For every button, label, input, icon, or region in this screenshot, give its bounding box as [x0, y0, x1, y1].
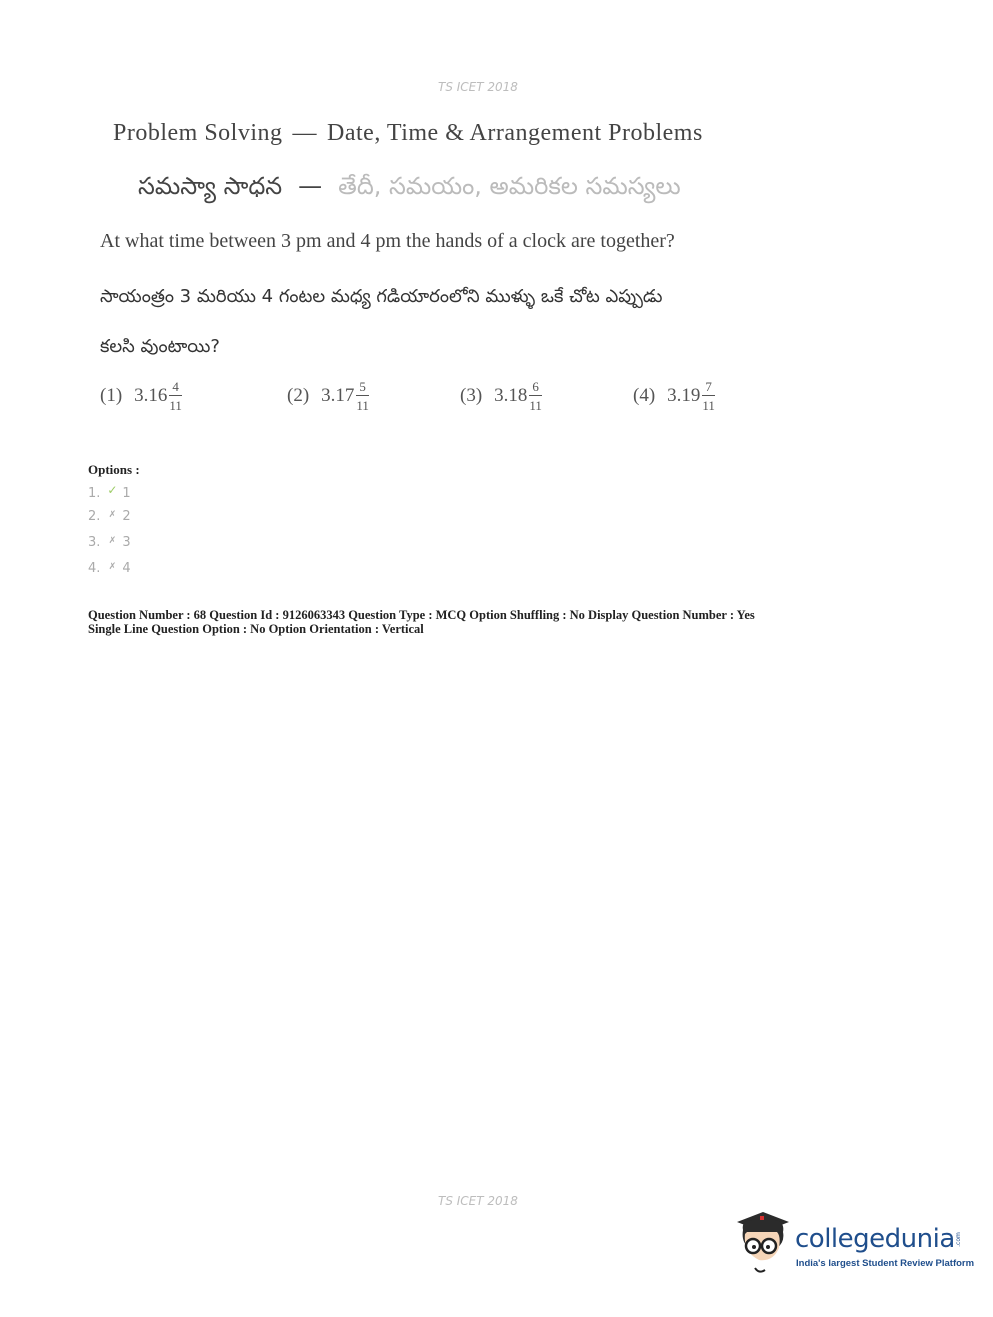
collegedunia-domain-suffix: .com: [954, 1232, 962, 1247]
fraction-denominator: 11: [702, 398, 715, 413]
choice-number: (1): [100, 385, 123, 406]
choice-whole: 3.17: [321, 385, 355, 406]
choice-number: (2): [287, 385, 310, 406]
choice-fraction: [702, 380, 715, 412]
option-item-2: [88, 509, 131, 524]
fraction-denominator: 11: [356, 398, 369, 413]
option-index: 3.: [88, 535, 101, 550]
fraction-numerator: 6: [529, 380, 542, 396]
section-title: [113, 120, 703, 147]
choice-4: [633, 380, 715, 412]
choice-fraction: [529, 380, 542, 412]
choice-fraction: [169, 380, 182, 412]
question-text-telugu-line2: కలసి వుంటాయి?: [100, 336, 220, 357]
option-item-3: [88, 535, 131, 550]
choice-2: [287, 380, 369, 412]
option-value: 1: [122, 486, 131, 501]
options-heading: Options :: [88, 462, 140, 477]
cross-icon: ✗: [108, 536, 117, 546]
question-text-telugu-line1: సాయంత్రం 3 మరియు 4 గంటల మధ్య గడియారంలోని ముళ్ళు ఒకే చోట ఎప్పుడు: [100, 286, 663, 307]
cross-icon: ✗: [108, 562, 117, 572]
option-value: 3: [122, 535, 131, 550]
choice-fraction: [356, 380, 369, 412]
section-title-telugu: [138, 172, 681, 206]
cross-icon: ✗: [108, 510, 117, 520]
option-value: 4: [122, 561, 131, 576]
option-value: 2: [122, 509, 131, 524]
option-item-4: [88, 561, 131, 576]
footer-watermark: TS ICET 2018: [438, 1194, 518, 1208]
option-item-1: [88, 483, 131, 501]
choice-whole: 3.18: [494, 385, 528, 406]
fraction-numerator: 4: [169, 380, 182, 396]
question-meta-line1: Question Number : 68 Question Id : 9126063343 Question Type : MCQ Option Shuffling : No Display Question Number : Yes: [88, 608, 755, 622]
header-watermark: TS ICET 2018: [438, 80, 518, 94]
choice-whole: 3.19: [667, 385, 701, 406]
collegedunia-mascot-icon: [733, 1208, 795, 1280]
question-meta-line2: Single Line Question Option : No Option Orientation : Vertical: [88, 622, 424, 636]
collegedunia-tagline: India's largest Student Review Platform: [796, 1258, 975, 1269]
choice-number: (3): [460, 385, 483, 406]
section-title-telugu-separator: —: [298, 172, 323, 200]
fraction-denominator: 11: [169, 398, 182, 413]
fraction-numerator: 7: [702, 380, 715, 396]
fraction-numerator: 5: [356, 380, 369, 396]
choice-3: [460, 380, 542, 412]
choice-whole: 3.16: [134, 385, 168, 406]
section-title-left: Problem Solving: [113, 120, 283, 146]
option-index: 4.: [88, 561, 101, 576]
section-title-right: Date, Time & Arrangement Problems: [327, 120, 703, 146]
option-index: 1.: [88, 486, 101, 501]
collegedunia-wordmark: collegedunia: [795, 1224, 955, 1254]
question-text-english: At what time between 3 pm and 4 pm the hands of a clock are together?: [100, 230, 675, 252]
check-icon: ✓: [107, 483, 118, 497]
choice-1: [100, 380, 182, 412]
section-title-telugu-right: తేదీ, సమయం, అమరికల సమస్యలు: [338, 172, 681, 200]
choice-number: (4): [633, 385, 656, 406]
section-title-telugu-left: సమస్యా సాధన: [138, 172, 283, 200]
section-title-separator: —: [292, 120, 318, 146]
fraction-denominator: 11: [529, 398, 542, 413]
option-index: 2.: [88, 509, 101, 524]
